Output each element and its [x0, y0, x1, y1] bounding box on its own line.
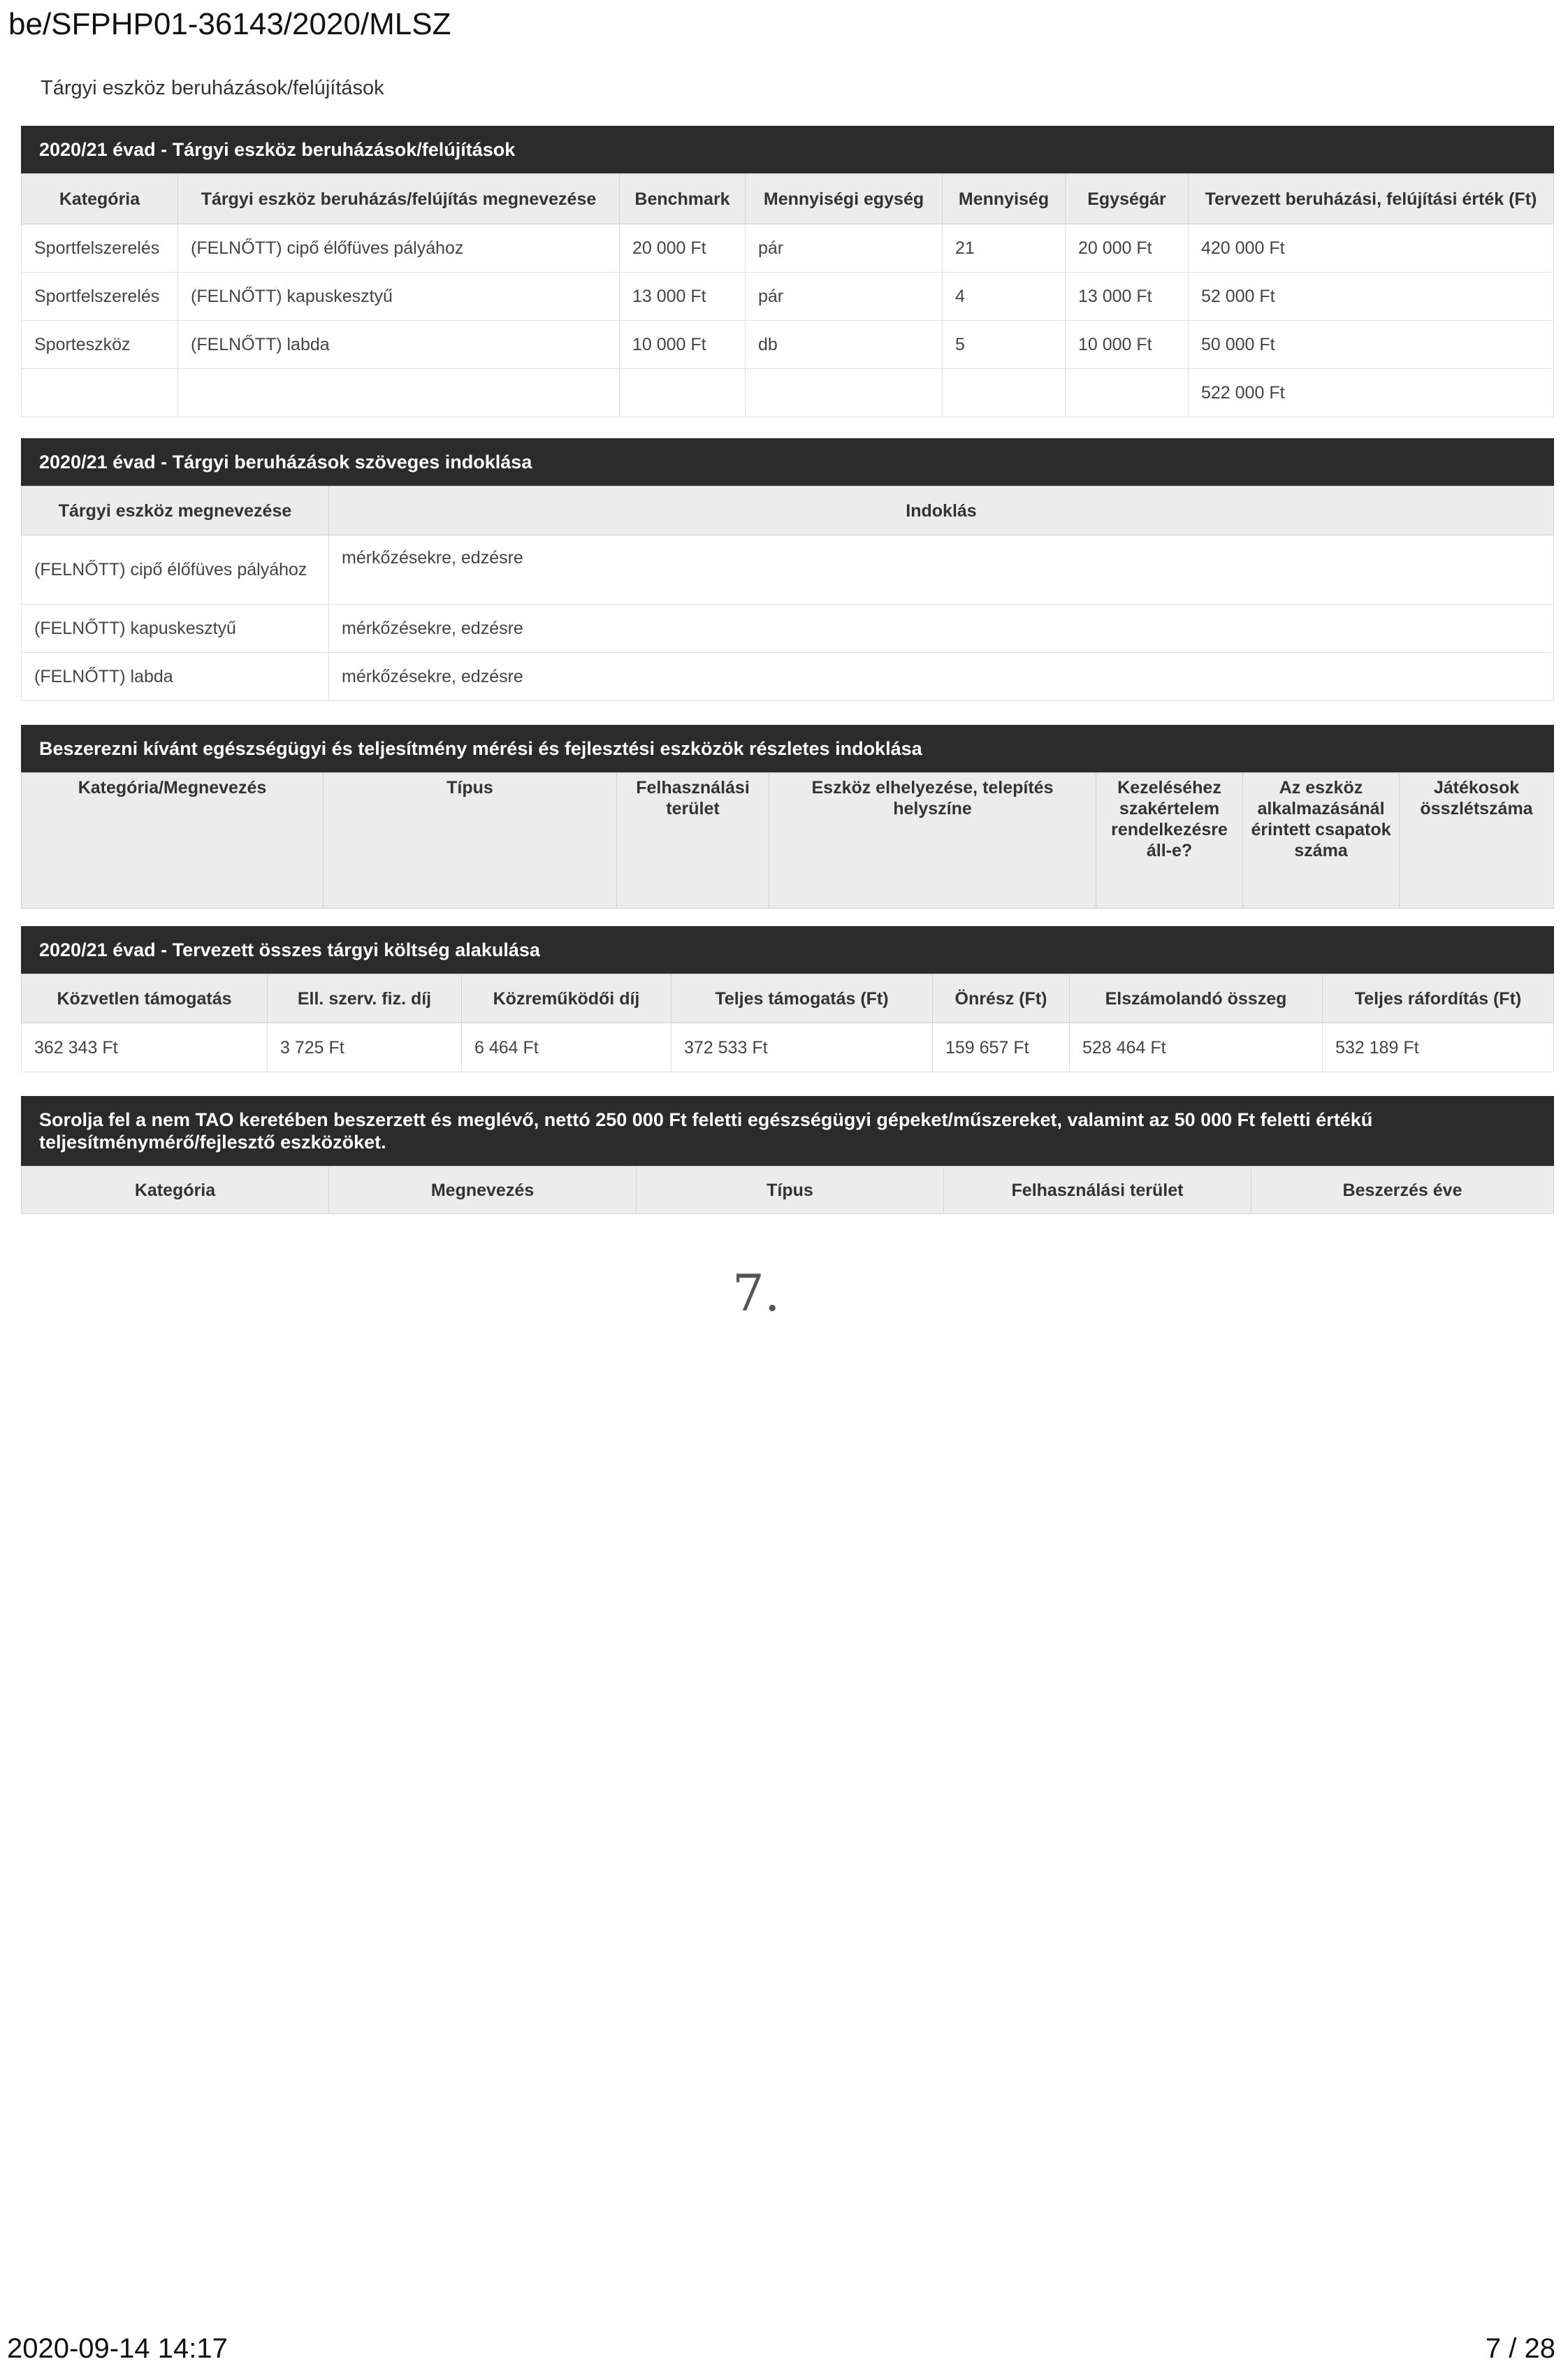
cell-quantity: 5: [943, 321, 1066, 369]
section-title: 2020/21 évad - Tervezett összes tárgyi költség alakulása: [21, 926, 1554, 974]
col-header: Kategória/Megnevezés: [22, 773, 324, 909]
col-header: Kezeléséhez szakértelem rendelkezésre áll-e?: [1096, 773, 1243, 909]
cell-category: Sporteszköz: [22, 321, 178, 369]
col-header: Közvetlen támogatás: [22, 974, 268, 1023]
table-row: [22, 535, 1554, 605]
col-header: Típus: [637, 1167, 944, 1214]
col-header: Benchmark: [620, 174, 746, 224]
planned-costs-table: [21, 974, 1554, 1072]
col-header: Tárgyi eszköz beruházás/felújítás megnevezése: [178, 174, 620, 224]
col-header: Felhasználási terület: [944, 1167, 1251, 1214]
cell-quantity: 4: [943, 273, 1066, 321]
handwritten-page-number: 7.: [732, 1264, 781, 1322]
col-header: Teljes támogatás (Ft): [672, 974, 933, 1023]
cell-unit-price: 10 000 Ft: [1066, 321, 1189, 369]
table-row: [22, 224, 1554, 273]
cell-name: (FELNŐTT) cipő élőfüves pályához: [178, 224, 620, 273]
footer-datetime: 2020-09-14 14:17: [7, 2333, 228, 2364]
cell-justification: mérkőzésekre, edzésre: [329, 535, 1554, 605]
footer-page-number: 7 / 28: [1485, 2333, 1555, 2364]
col-header: Kategória: [22, 1167, 329, 1214]
col-header: Tárgyi eszköz megnevezése: [22, 486, 329, 535]
total-row: [22, 369, 1554, 417]
section-title: 2020/21 évad - Tárgyi eszköz beruházások/felújítások: [21, 126, 1554, 173]
table-row: [22, 273, 1554, 321]
cell-unit: db: [746, 321, 943, 369]
cell-direct-support: 362 343 Ft: [22, 1023, 268, 1072]
cell-unit-price: 20 000 Ft: [1066, 224, 1189, 273]
col-header: Az eszköz alkalmazásánál érintett csapatok száma: [1243, 773, 1400, 909]
cell-planned-value: 50 000 Ft: [1189, 321, 1554, 369]
section-title: 2020/21 évad - Tárgyi beruházások szöveges indoklása: [21, 438, 1554, 486]
table-row: [22, 653, 1554, 701]
col-header: Ell. szerv. fiz. díj: [268, 974, 462, 1023]
cell-unit-price: 13 000 Ft: [1066, 273, 1189, 321]
col-header: Eszköz elhelyezése, telepítés helyszíne: [769, 773, 1096, 909]
section-health-equipment: [21, 725, 1554, 909]
col-header: Mennyiség: [943, 174, 1066, 224]
col-header: Játékosok összlétszáma: [1400, 773, 1554, 909]
cell-asset-name: (FELNŐTT) cipő élőfüves pályához: [22, 535, 329, 605]
section-title: Beszerezni kívánt egészségügyi és teljesítmény mérési és fejlesztési eszközök részletes indoklása: [21, 725, 1554, 772]
table-row: [22, 1023, 1554, 1072]
col-header: Megnevezés: [329, 1167, 637, 1214]
section-investment-justification: [21, 438, 1554, 701]
page-subtitle: Tárgyi eszköz beruházások/felújítások: [41, 77, 384, 99]
section-planned-costs: [21, 926, 1554, 1072]
table-row: [22, 321, 1554, 369]
cell-quantity: 21: [943, 224, 1066, 273]
cell-unit: pár: [746, 273, 943, 321]
col-header: Típus: [324, 773, 617, 909]
non-tao-equipment-table: [21, 1166, 1554, 1214]
cell-own-contribution: 159 657 Ft: [933, 1023, 1070, 1072]
col-header: Elszámolandó összeg: [1070, 974, 1323, 1023]
cell-planned-value: 420 000 Ft: [1189, 224, 1554, 273]
cell-accountable-amount: 528 464 Ft: [1070, 1023, 1323, 1072]
cell-name: (FELNŐTT) labda: [178, 321, 620, 369]
col-header: Közreműködői díj: [462, 974, 672, 1023]
section-asset-investments: [21, 126, 1554, 417]
cell-unit: pár: [746, 224, 943, 273]
cell-benchmark: 10 000 Ft: [620, 321, 746, 369]
cell-asset-name: (FELNŐTT) kapuskesztyű: [22, 605, 329, 653]
col-header: Felhasználási terület: [617, 773, 769, 909]
cell-control-fee: 3 725 Ft: [268, 1023, 462, 1072]
cell-name: (FELNŐTT) kapuskesztyű: [178, 273, 620, 321]
cell-planned-value: 52 000 Ft: [1189, 273, 1554, 321]
col-header: Tervezett beruházási, felújítási érték (Ft): [1189, 174, 1554, 224]
cell-contributor-fee: 6 464 Ft: [462, 1023, 672, 1072]
col-header: Mennyiségi egység: [746, 174, 943, 224]
cell-benchmark: 13 000 Ft: [620, 273, 746, 321]
cell-total-expenditure: 532 189 Ft: [1323, 1023, 1554, 1072]
col-header: Indoklás: [329, 486, 1554, 535]
cell-benchmark: 20 000 Ft: [620, 224, 746, 273]
col-header: Beszerzés éve: [1251, 1167, 1554, 1214]
cell-asset-name: (FELNŐTT) labda: [22, 653, 329, 701]
table-row: [22, 605, 1554, 653]
cell-justification: mérkőzésekre, edzésre: [329, 605, 1554, 653]
section-title: Sorolja fel a nem TAO keretében beszerzett és meglévő, nettó 250 000 Ft feletti egészségügyi gépeket/műszereket, valamint az 50 000 Ft feletti értékű teljesítménymérő/fejlesztő eszközöket.: [21, 1096, 1554, 1166]
cell-category: Sportfelszerelés: [22, 224, 178, 273]
document-id: be/SFPHP01-36143/2020/MLSZ: [8, 7, 451, 41]
cell-total-support: 372 533 Ft: [672, 1023, 933, 1072]
col-header: Önrész (Ft): [933, 974, 1070, 1023]
cell-total: 522 000 Ft: [1189, 369, 1554, 417]
health-equipment-table: [21, 772, 1554, 909]
investment-justification-table: [21, 486, 1554, 701]
col-header: Egységár: [1066, 174, 1189, 224]
cell-category: Sportfelszerelés: [22, 273, 178, 321]
section-non-tao-equipment: [21, 1096, 1554, 1214]
asset-investments-table: [21, 173, 1554, 417]
cell-justification: mérkőzésekre, edzésre: [329, 653, 1554, 701]
col-header: Kategória: [22, 174, 178, 224]
col-header: Teljes ráfordítás (Ft): [1323, 974, 1554, 1023]
